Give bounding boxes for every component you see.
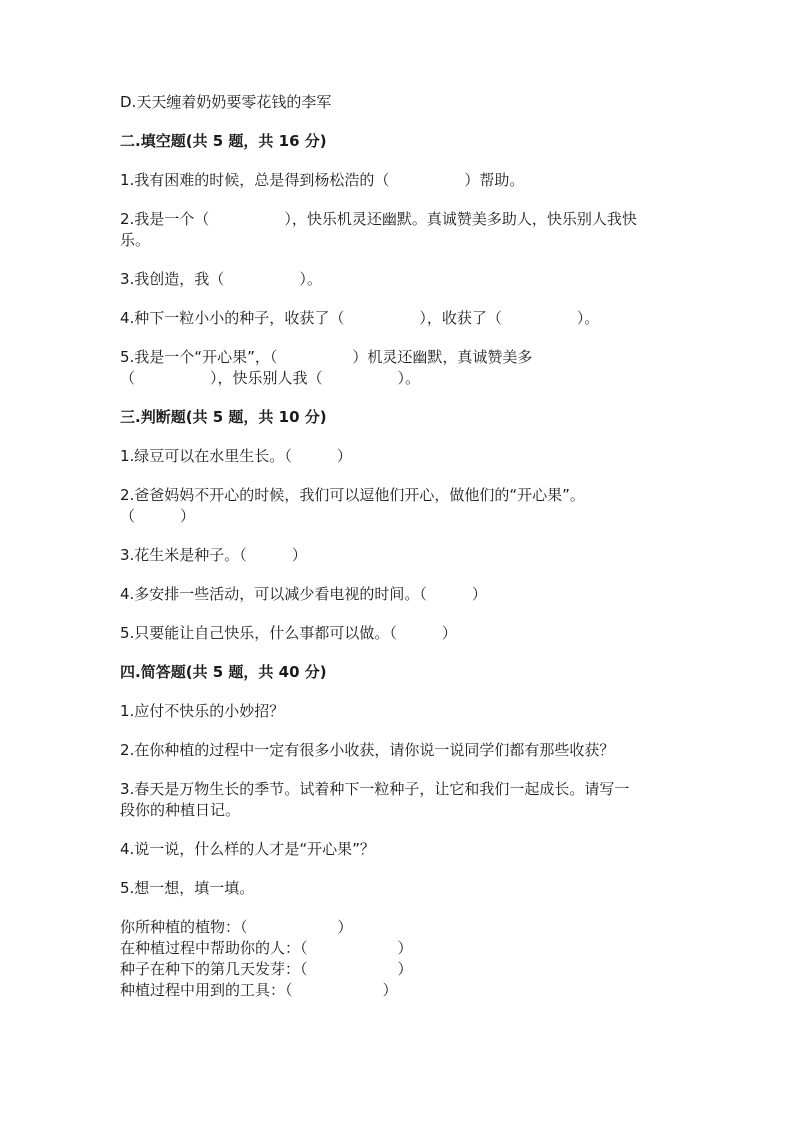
fill-item-helper: 在种植过程中帮助你的人：（ ） (120, 939, 413, 957)
fill-question-5-line-1: 5.我是一个“开心果”，（ ）机灵还幽默，真诚赞美多 (120, 348, 533, 366)
section-4-title: 四.简答题(共 5 题，共 40 分) (120, 663, 327, 681)
judge-question-2-line-2: （ ） (120, 507, 196, 525)
short-answer-3-line-2: 段你的种植日记。 (120, 801, 241, 819)
fill-item-sprout-day: 种子在种下的第几天发芽：（ ） (120, 960, 413, 978)
short-answer-1: 1.应付不快乐的小妙招？ (120, 702, 285, 720)
judge-question-4: 4.多安排一些活动，可以减少看电视的时间。（ ） (120, 585, 487, 603)
short-answer-3-line-1: 3.春天是万物生长的季节。试着种下一粒种子，让它和我们一起成长。请写一 (120, 780, 630, 798)
fill-question-4: 4.种下一粒小小的种子，收获了（ ），收获了（ ）。 (120, 309, 600, 327)
fill-item-tools: 种植过程中用到的工具：（ ） (120, 981, 398, 999)
short-answer-4: 4.说一说，什么样的人才是“开心果”？ (120, 840, 375, 858)
fill-question-3: 3.我创造，我（ ）。 (120, 270, 322, 288)
judge-question-1: 1.绿豆可以在水里生长。（ ） (120, 447, 352, 465)
fill-question-5-line-2: （ ），快乐别人我（ ）。 (120, 369, 421, 387)
fill-item-plant: 你所种植的植物：（ ） (120, 918, 353, 936)
judge-question-3: 3.花生米是种子。（ ） (120, 546, 307, 564)
short-answer-5: 5.想一想，填一填。 (120, 879, 255, 897)
section-3-title: 三.判断题(共 5 题，共 10 分) (120, 408, 327, 426)
judge-question-5: 5.只要能让自己快乐，什么事都可以做。（ ） (120, 624, 457, 642)
section-2-title: 二.填空题(共 5 题，共 16 分) (120, 132, 327, 150)
short-answer-2: 2.在你种植的过程中一定有很多小收获，请你说一说同学们都有那些收获？ (120, 741, 615, 759)
worksheet-page (120, 92, 680, 1001)
judge-question-2-line-1: 2.爸爸妈妈不开心的时候，我们可以逗他们开心，做他们的“开心果”。 (120, 486, 585, 504)
option-d: D.天天缠着奶奶要零花钱的李军 (120, 93, 332, 111)
fill-question-2-line-1: 2.我是一个（ ），快乐机灵还幽默。真诚赞美多助人，快乐别人我快 (120, 210, 637, 228)
fill-question-1: 1.我有困难的时候，总是得到杨松浩的（ ）帮助。 (120, 171, 525, 189)
fill-question-2-line-2: 乐。 (120, 231, 151, 249)
